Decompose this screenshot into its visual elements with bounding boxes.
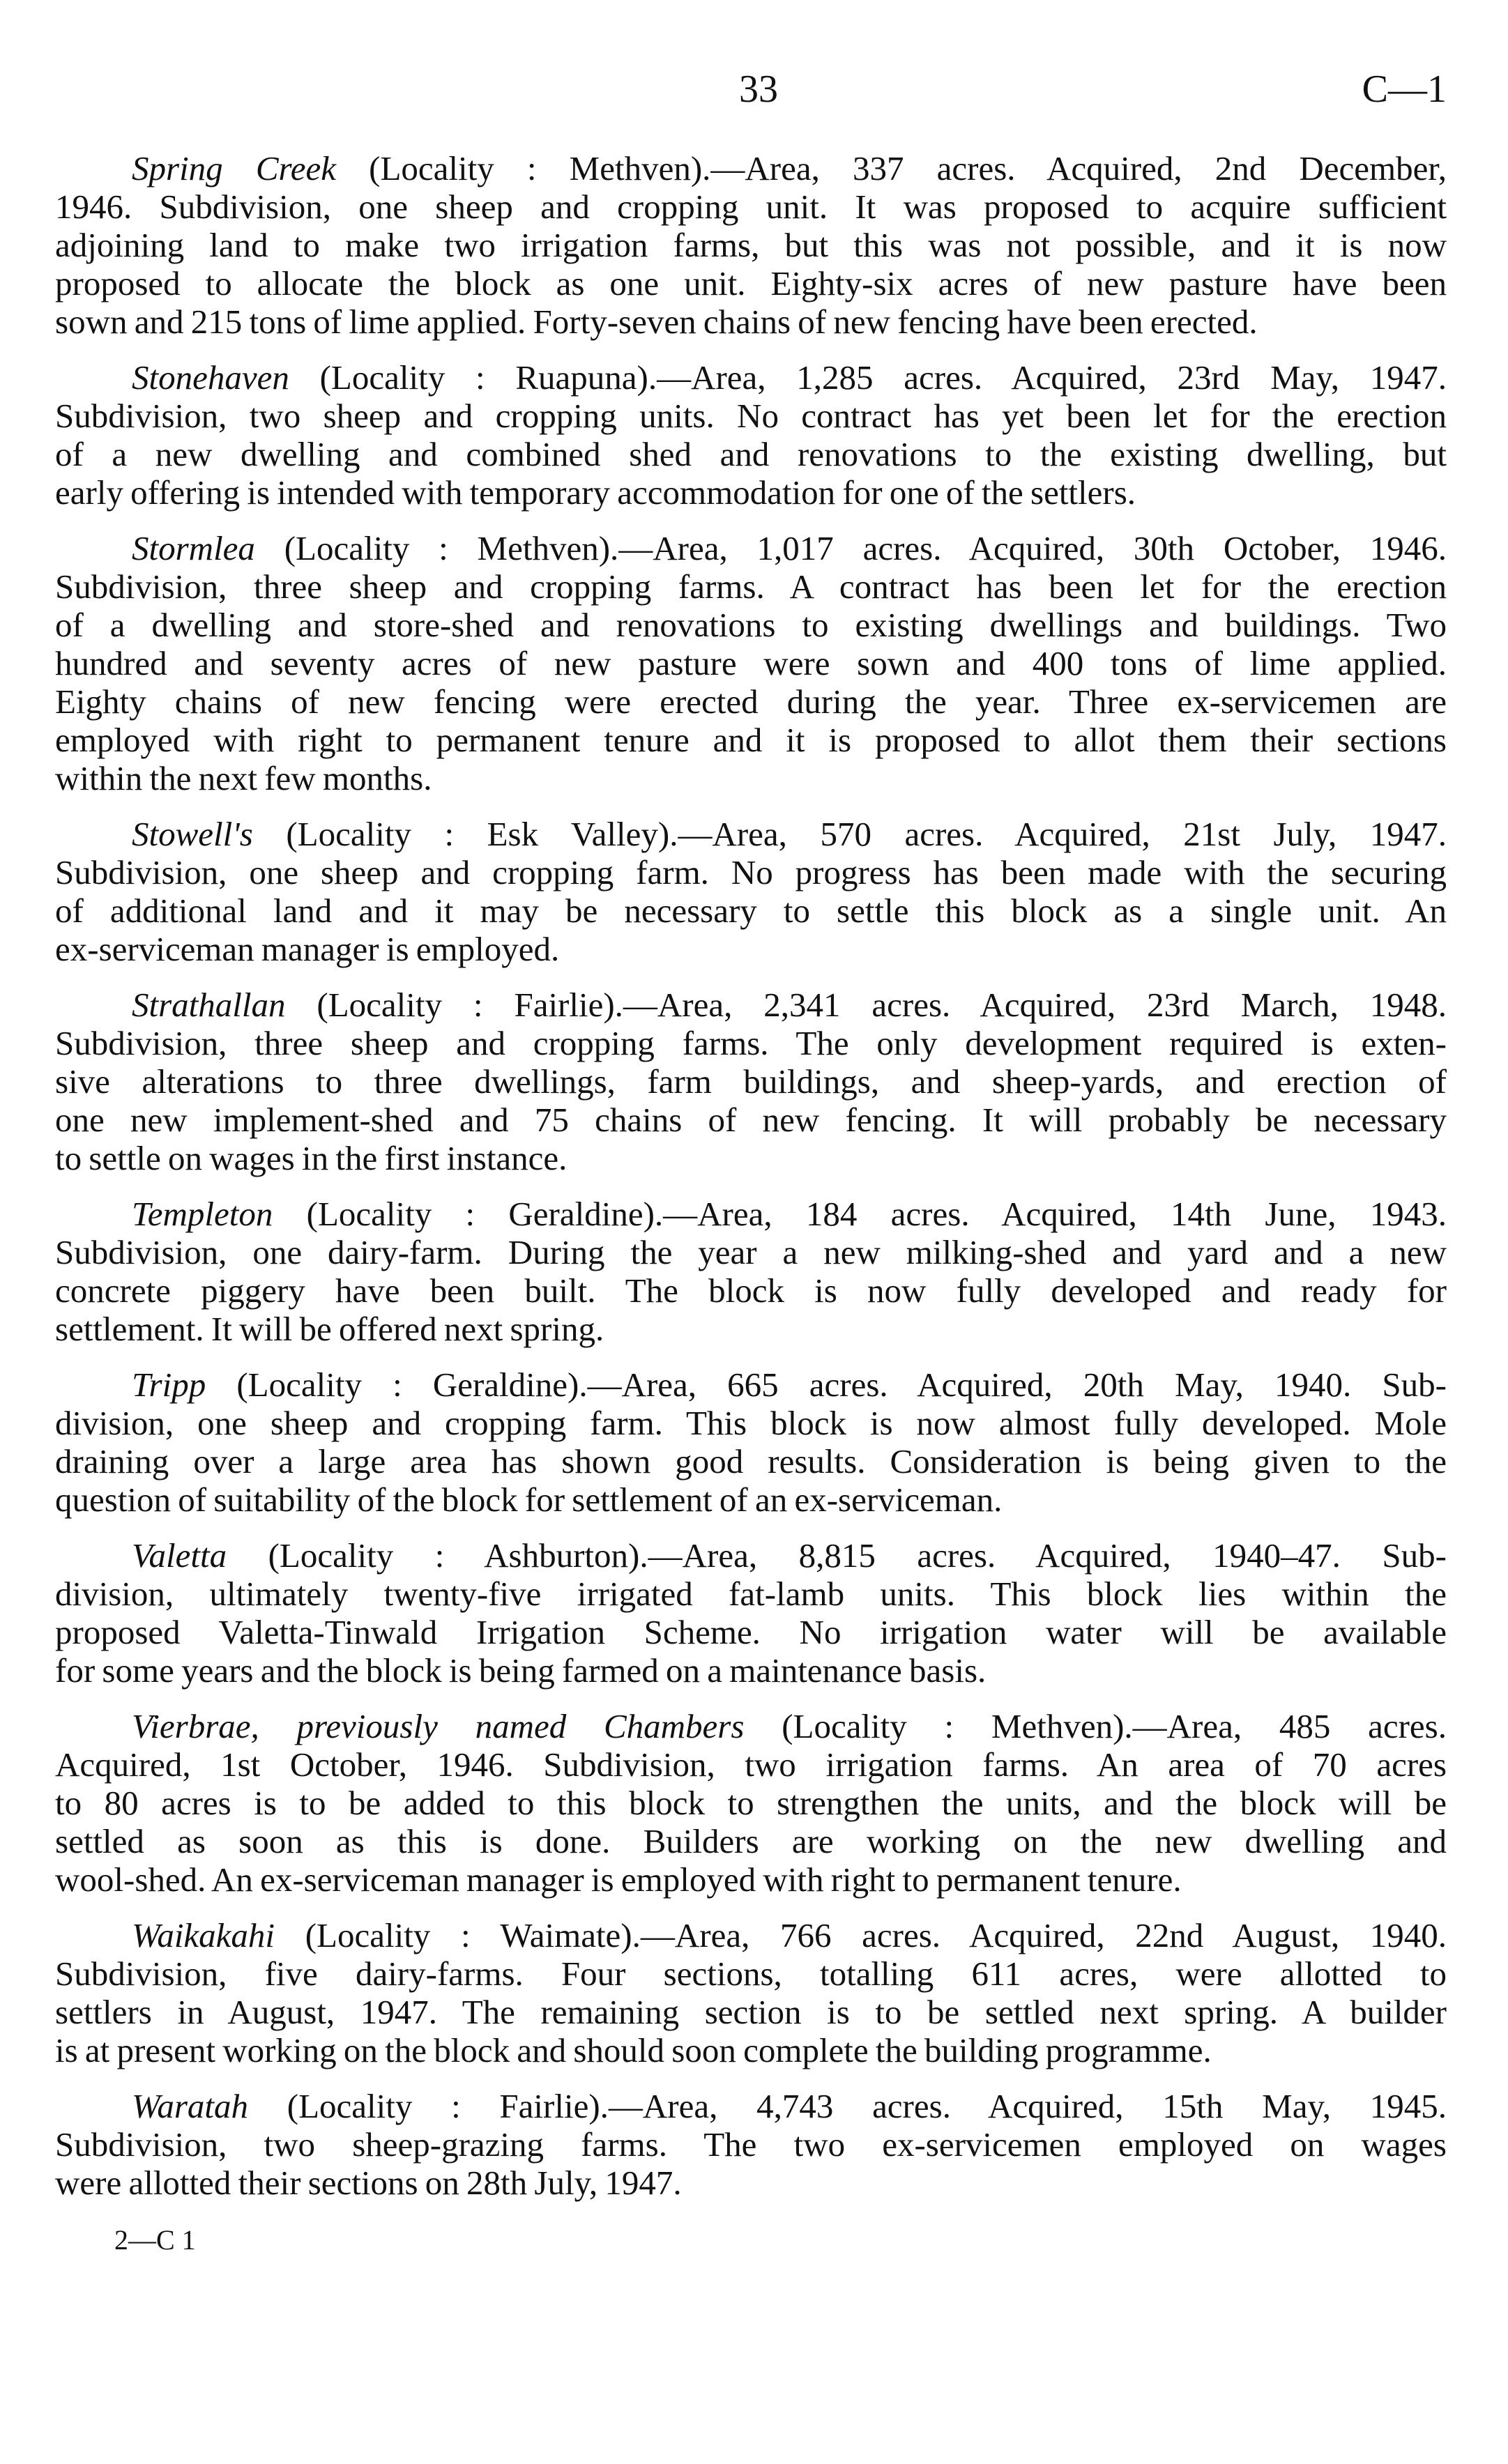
entry-line: settlers in August, 1947. The remaining section is to be settled next spring. A builder <box>55 1993 1447 2031</box>
entry-line <box>55 1707 1447 1745</box>
block-entry <box>55 1365 1447 1519</box>
entry-line: for some years and the block is being farmed on a maintenance basis. <box>55 1651 987 1690</box>
block-name: Stormlea <box>132 529 255 567</box>
entry-line: proposed Valetta-Tinwald Irrigation Scheme. No irrigation water will be available <box>55 1613 1447 1651</box>
block-name: Valetta <box>132 1536 227 1575</box>
entry-text: (Locality : Ruapuna).—Area, 1,285 acres. Acquired, 23rd May, 1947. <box>289 358 1447 397</box>
entry-line: division, ultimately twenty-five irrigated fat-lamb units. This block lies within the <box>55 1575 1447 1613</box>
entry-line: of additional land and it may be necessary to settle this block as a single unit. An <box>55 892 1447 930</box>
entry-line: early offering is intended with temporary accommodation for one of the settlers. <box>55 473 1136 512</box>
paragraph-list <box>55 149 1447 2202</box>
block-name: Stonehaven <box>132 358 289 397</box>
entry-line: Subdivision, two sheep-grazing farms. The two ex-servicemen employed on wages <box>55 2125 1447 2164</box>
block-entry <box>55 358 1447 512</box>
entry-line: question of suitability of the block for settlement of an ex-serviceman. <box>55 1480 1003 1519</box>
footer-signature: 2—C 1 <box>114 2224 196 2256</box>
section-code: C—1 <box>1362 68 1447 111</box>
entry-line: proposed to allocate the block as one unit. Eighty-six acres of new pasture have been <box>55 264 1447 303</box>
block-entry <box>55 1536 1447 1690</box>
entry-line: to settle on wages in the first instance. <box>55 1139 568 1177</box>
entry-line: Subdivision, two sheep and cropping units. No contract has yet been let for the erection <box>55 397 1447 435</box>
block-entry <box>55 2087 1447 2202</box>
entry-line: of a new dwelling and combined shed and renovations to the existing dwelling, but <box>55 435 1447 473</box>
entry-line: within the next few months. <box>55 759 432 797</box>
entry-line: Subdivision, three sheep and cropping farms. A contract has been let for the erection <box>55 567 1447 606</box>
entry-line: employed with right to permanent tenure and it is proposed to allot them their sections <box>55 721 1447 759</box>
entry-line: is at present working on the block and should soon complete the building programme. <box>55 2031 1212 2069</box>
block-name: Spring Creek <box>132 149 337 188</box>
entry-line <box>55 2087 1447 2125</box>
entry-line: Eighty chains of new fencing were erected during the year. Three ex-servicemen are <box>55 682 1447 721</box>
block-entry <box>55 815 1447 968</box>
entry-line: one new implement-shed and 75 chains of new fencing. It will probably be necessary <box>55 1101 1447 1139</box>
entry-line: sown and 215 tons of lime applied. Forty-seven chains of new fencing have been erected. <box>55 303 1258 341</box>
entry-text: (Locality : Waimate).—Area, 766 acres. Acquired, 22nd August, 1940. <box>275 1916 1447 1954</box>
block-entry <box>55 1916 1447 2069</box>
entry-line: to 80 acres is to be added to this block to strengthen the units, and the block will be <box>55 1784 1447 1822</box>
entry-line <box>55 815 1447 853</box>
entry-line: Subdivision, five dairy-farms. Four sections, totalling 611 acres, were allotted to <box>55 1954 1447 1993</box>
entry-line: draining over a large area has shown good results. Consideration is being given to the <box>55 1442 1447 1480</box>
entry-text: (Locality : Ashburton).—Area, 8,815 acres. Acquired, 1940–47. Sub- <box>227 1536 1447 1575</box>
page-number: 33 <box>739 68 778 111</box>
block-entry <box>55 986 1447 1177</box>
block-name: Strathallan <box>132 986 286 1024</box>
entry-line: Subdivision, one dairy-farm. During the year a new milking-shed and yard and a new <box>55 1233 1447 1271</box>
entry-line: Subdivision, three sheep and cropping farms. The only development required is exten- <box>55 1024 1447 1062</box>
entry-line <box>55 1195 1447 1233</box>
entry-line: sive alterations to three dwellings, farm buildings, and sheep-yards, and erection of <box>55 1062 1447 1101</box>
entry-line: Acquired, 1st October, 1946. Subdivision, two irrigation farms. An area of 70 acres <box>55 1745 1447 1784</box>
entry-line: of a dwelling and store-shed and renovations to existing dwellings and buildings. Two <box>55 606 1447 644</box>
entry-text: (Locality : Geraldine).—Area, 184 acres. Acquired, 14th June, 1943. <box>273 1195 1447 1233</box>
entry-line: were allotted their sections on 28th July, 1947. <box>55 2164 682 2202</box>
block-entry <box>55 529 1447 797</box>
entry-line <box>55 1365 1447 1404</box>
block-name: Tripp <box>132 1365 206 1404</box>
block-entry <box>55 1195 1447 1348</box>
entry-text: (Locality : Methven).—Area, 485 acres. <box>744 1707 1447 1745</box>
entry-text: (Locality : Methven).—Area, 337 acres. Acquired, 2nd December, <box>336 149 1447 188</box>
entry-line <box>55 1916 1447 1954</box>
block-entry <box>55 149 1447 341</box>
block-name: Stowell's <box>132 815 253 853</box>
entry-text: (Locality : Methven).—Area, 1,017 acres. Acquired, 30th October, 1946. <box>254 529 1447 567</box>
block-entry <box>55 1707 1447 1899</box>
entry-line: 1946. Subdivision, one sheep and cropping unit. It was proposed to acquire sufficient <box>55 188 1447 226</box>
entry-line <box>55 149 1447 188</box>
entry-line: division, one sheep and cropping farm. This block is now almost fully developed. Mole <box>55 1404 1447 1442</box>
block-name: Templeton <box>132 1195 273 1233</box>
entry-line: Subdivision, one sheep and cropping farm. No progress has been made with the securing <box>55 853 1447 892</box>
block-name: Waratah <box>132 2087 249 2125</box>
entry-line: settlement. It will be offered next spring. <box>55 1310 604 1348</box>
block-name: Vierbrae, previously named Chambers <box>132 1707 745 1745</box>
entry-line <box>55 1536 1447 1575</box>
entry-text: (Locality : Geraldine).—Area, 665 acres. Acquired, 20th May, 1940. Sub- <box>206 1365 1447 1404</box>
entry-line <box>55 986 1447 1024</box>
entry-text: (Locality : Esk Valley).—Area, 570 acres. Acquired, 21st July, 1947. <box>252 815 1447 853</box>
entry-text: (Locality : Fairlie).—Area, 4,743 acres. Acquired, 15th May, 1945. <box>248 2087 1447 2125</box>
entry-line: settled as soon as this is done. Builders are working on the new dwelling and <box>55 1822 1447 1860</box>
entry-line: concrete piggery have been built. The block is now fully developed and ready for <box>55 1271 1447 1310</box>
entry-line <box>55 358 1447 397</box>
document-body <box>55 149 1447 2258</box>
entry-line <box>55 529 1447 567</box>
entry-text: (Locality : Fairlie).—Area, 2,341 acres. Acquired, 23rd March, 1948. <box>285 986 1447 1024</box>
entry-line: adjoining land to make two irrigation farms, but this was not possible, and it is now <box>55 226 1447 264</box>
entry-line: hundred and seventy acres of new pasture were sown and 400 tons of lime applied. <box>55 644 1447 682</box>
block-name: Waikakahi <box>132 1916 275 1954</box>
entry-line: wool-shed. An ex-serviceman manager is employed with right to permanent tenure. <box>55 1860 1182 1899</box>
entry-line: ex-serviceman manager is employed. <box>55 930 560 968</box>
